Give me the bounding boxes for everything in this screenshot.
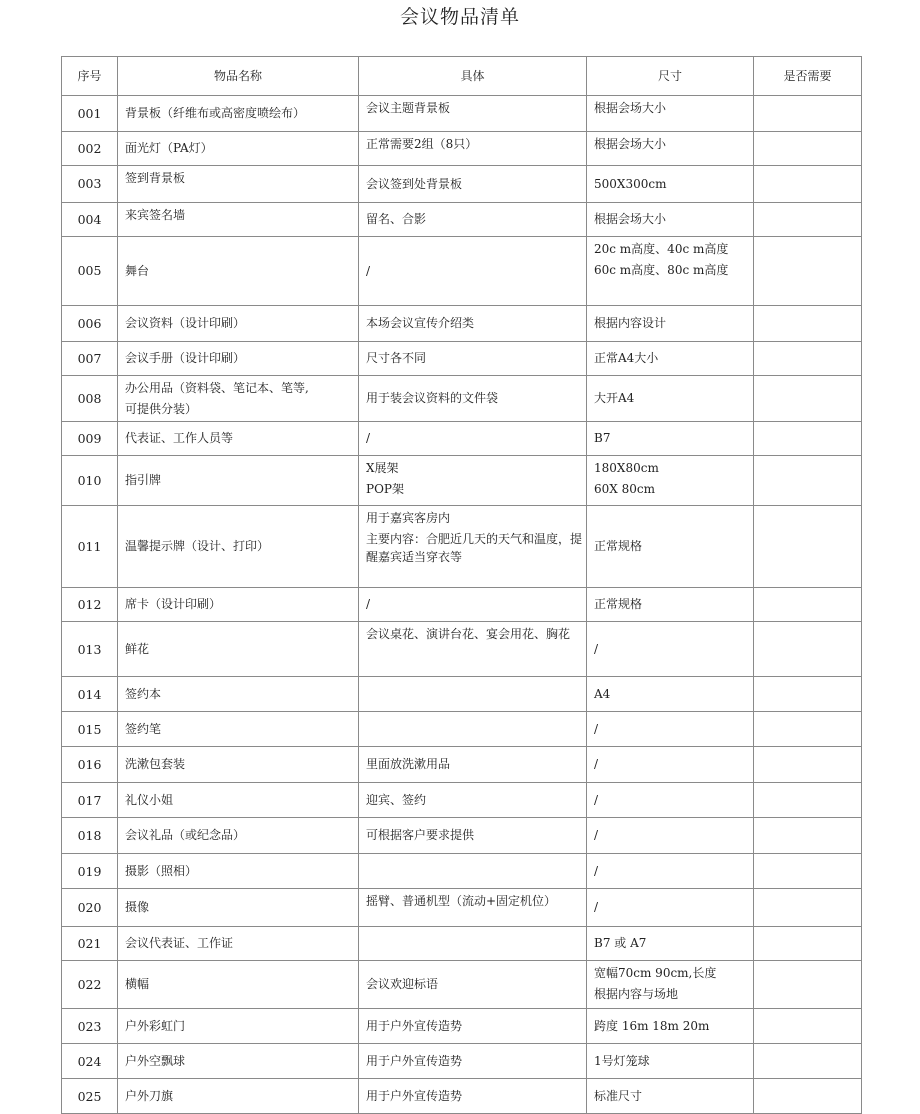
items-table <box>61 56 862 1114</box>
row-index: 021 <box>62 927 118 961</box>
item-size <box>587 961 754 1009</box>
item-size <box>587 818 754 854</box>
row-index: 008 <box>62 376 118 422</box>
item-detail-line: 正常需要2组（8只） <box>366 137 478 151</box>
item-needed-cell[interactable] <box>754 96 862 132</box>
row-index: 003 <box>62 166 118 203</box>
table-row <box>62 854 862 889</box>
item-name <box>118 342 359 376</box>
item-size-line: 根据内容与场地 <box>594 986 679 1001</box>
row-index: 002 <box>62 132 118 166</box>
table-row <box>62 342 862 376</box>
item-needed-cell[interactable] <box>754 712 862 747</box>
item-name-line: 可提供分装） <box>125 401 198 416</box>
item-size <box>587 306 754 342</box>
item-size-line: / <box>594 828 599 843</box>
row-index: 018 <box>62 818 118 854</box>
item-needed-cell[interactable] <box>754 1044 862 1079</box>
row-index: 001 <box>62 96 118 132</box>
item-detail-line: 摇臂、普通机型（流动+固定机位） <box>366 894 557 909</box>
item-size-line: / <box>594 721 599 736</box>
item-size <box>587 889 754 927</box>
item-detail-line: 迎宾、签约 <box>366 792 427 807</box>
item-detail <box>359 237 587 306</box>
item-size-line: B7 或 A7 <box>594 936 647 951</box>
item-detail <box>359 747 587 783</box>
item-size <box>587 927 754 961</box>
table-row <box>62 747 862 783</box>
row-index: 017 <box>62 783 118 818</box>
item-detail-line: 留名、合影 <box>366 212 427 227</box>
item-detail-line: 用于户外宣传造势 <box>366 1053 463 1068</box>
item-needed-cell[interactable] <box>754 342 862 376</box>
item-size <box>587 132 754 166</box>
item-detail-line: 会议欢迎标语 <box>366 977 439 992</box>
item-needed-cell[interactable] <box>754 203 862 237</box>
item-detail <box>359 422 587 456</box>
item-size <box>587 783 754 818</box>
item-name-line: 温馨提示牌（设计、打印） <box>125 539 270 554</box>
row-index: 023 <box>62 1009 118 1044</box>
header-needed: 是否需要 <box>754 57 862 96</box>
item-detail-line: / <box>366 263 371 278</box>
item-detail <box>359 1079 587 1114</box>
item-size <box>587 1009 754 1044</box>
item-needed-cell[interactable] <box>754 818 862 854</box>
row-index: 007 <box>62 342 118 376</box>
item-detail <box>359 132 587 166</box>
item-detail <box>359 456 587 506</box>
table-row <box>62 166 862 203</box>
row-index: 010 <box>62 456 118 506</box>
item-needed-cell[interactable] <box>754 456 862 506</box>
item-size-line: A4 <box>594 686 611 701</box>
table-row <box>62 237 862 306</box>
table-row <box>62 132 862 166</box>
item-name-line: 签约本 <box>125 686 162 701</box>
item-needed-cell[interactable] <box>754 677 862 712</box>
item-size-line: 根据会场大小 <box>594 137 667 151</box>
item-size <box>587 588 754 622</box>
item-detail-line: 用于嘉宾客房内 <box>366 511 451 526</box>
item-detail-line: 本场会议宣传介绍类 <box>366 316 475 331</box>
row-index: 022 <box>62 961 118 1009</box>
item-name-line: 背景板（纤维布或高密度喷绘布） <box>125 106 306 121</box>
item-name <box>118 588 359 622</box>
item-name-line: 摄像 <box>125 900 150 915</box>
item-name <box>118 854 359 889</box>
item-size-line: 正常A4大小 <box>594 351 659 366</box>
item-name-line: 指引牌 <box>125 473 162 488</box>
item-name-line: 礼仪小姐 <box>125 792 174 807</box>
item-size <box>587 376 754 422</box>
item-size-line: 1号灯笼球 <box>594 1053 650 1068</box>
item-detail <box>359 889 587 927</box>
item-needed-cell[interactable] <box>754 927 862 961</box>
item-size-line: 跨度 16m 18m 20m <box>594 1018 710 1033</box>
item-needed-cell[interactable] <box>754 783 862 818</box>
item-name-line: 舞台 <box>125 263 150 278</box>
item-size <box>587 712 754 747</box>
item-detail-line: 会议签到处背景板 <box>366 176 463 191</box>
header-detail: 具体 <box>359 57 587 96</box>
item-size-line: 60X 80cm <box>594 481 655 496</box>
item-name <box>118 376 359 422</box>
table-row <box>62 783 862 818</box>
row-index: 025 <box>62 1079 118 1114</box>
table-row <box>62 818 862 854</box>
row-index: 019 <box>62 854 118 889</box>
item-name <box>118 96 359 132</box>
item-name-line: 会议代表证、工作证 <box>125 936 234 951</box>
row-index: 015 <box>62 712 118 747</box>
item-size <box>587 1079 754 1114</box>
item-detail <box>359 306 587 342</box>
item-size-line: 500X300cm <box>594 176 667 191</box>
item-size <box>587 1044 754 1079</box>
item-size-line: / <box>594 900 599 915</box>
item-name-line: 户外刀旗 <box>125 1088 174 1103</box>
row-index: 014 <box>62 677 118 712</box>
table-row <box>62 588 862 622</box>
item-size-line: 60c m高度、80c m高度 <box>594 262 729 277</box>
item-name <box>118 1044 359 1079</box>
item-name <box>118 927 359 961</box>
item-needed-cell[interactable] <box>754 854 862 889</box>
table-row <box>62 1009 862 1044</box>
item-detail <box>359 588 587 622</box>
item-needed-cell[interactable] <box>754 237 862 306</box>
item-size-line: 根据会场大小 <box>594 101 667 115</box>
item-name <box>118 712 359 747</box>
item-name-line: 办公用品（资料袋、笔记本、笔等, <box>125 381 309 395</box>
row-index: 004 <box>62 203 118 237</box>
item-needed-cell[interactable] <box>754 422 862 456</box>
item-detail <box>359 342 587 376</box>
table-row <box>62 506 862 588</box>
table-row <box>62 456 862 506</box>
item-detail <box>359 203 587 237</box>
row-index: 013 <box>62 622 118 677</box>
item-detail <box>359 712 587 747</box>
item-needed-cell[interactable] <box>754 376 862 422</box>
item-size-line: / <box>594 757 599 772</box>
item-name <box>118 203 359 237</box>
table-row <box>62 203 862 237</box>
item-name <box>118 622 359 677</box>
item-needed-cell[interactable] <box>754 132 862 166</box>
item-detail-line: 用于装会议资料的文件袋 <box>366 391 499 406</box>
item-detail-line: 会议主题背景板 <box>366 101 451 115</box>
item-name-line: 会议礼品（或纪念品） <box>125 828 246 843</box>
item-name-line: 面光灯（PA灯） <box>125 141 213 156</box>
item-name <box>118 677 359 712</box>
item-name-line: 来宾签名墙 <box>125 208 186 222</box>
item-size-line: 180X80cm <box>594 461 659 476</box>
item-size <box>587 203 754 237</box>
item-name <box>118 783 359 818</box>
item-size-line: / <box>594 863 599 878</box>
row-index: 020 <box>62 889 118 927</box>
table-row <box>62 889 862 927</box>
table-row <box>62 927 862 961</box>
item-size-line: 宽幅70cm 90cm,长度 <box>594 966 717 981</box>
item-detail-line: / <box>366 431 371 446</box>
item-needed-cell[interactable] <box>754 1009 862 1044</box>
item-detail <box>359 622 587 677</box>
item-detail-line: 会议桌花、演讲台花、宴会用花、胸花 <box>366 627 571 642</box>
item-needed-cell[interactable] <box>754 889 862 927</box>
item-size <box>587 506 754 588</box>
item-needed-cell[interactable] <box>754 166 862 203</box>
table-header-row <box>62 57 862 96</box>
item-size <box>587 677 754 712</box>
row-index: 006 <box>62 306 118 342</box>
item-size <box>587 747 754 783</box>
item-name <box>118 747 359 783</box>
item-size <box>587 622 754 677</box>
table-row <box>62 1044 862 1079</box>
table-row <box>62 96 862 132</box>
row-index: 016 <box>62 747 118 783</box>
item-size <box>587 237 754 306</box>
item-detail-line: / <box>366 597 371 612</box>
item-detail <box>359 1009 587 1044</box>
item-size-line: 标准尺寸 <box>594 1088 643 1103</box>
table-row <box>62 677 862 712</box>
item-name-line: 代表证、工作人员等 <box>125 431 234 446</box>
item-size <box>587 342 754 376</box>
table-row <box>62 712 862 747</box>
header-size: 尺寸 <box>587 57 754 96</box>
item-name <box>118 237 359 306</box>
row-index: 011 <box>62 506 118 588</box>
item-needed-cell[interactable] <box>754 306 862 342</box>
item-detail-line: 主要内容：合肥近几天的天气和温度，提醒嘉宾适当穿衣等 <box>366 531 583 565</box>
item-detail <box>359 783 587 818</box>
item-name-line: 鲜花 <box>125 641 150 656</box>
item-detail-line: POP架 <box>366 481 404 496</box>
table-row <box>62 1079 862 1114</box>
item-size <box>587 166 754 203</box>
item-size-line: 20c m高度、40c m高度 <box>594 242 729 256</box>
item-size <box>587 854 754 889</box>
row-index: 005 <box>62 237 118 306</box>
item-needed-cell[interactable] <box>754 747 862 783</box>
item-name <box>118 306 359 342</box>
item-needed-cell[interactable] <box>754 1079 862 1114</box>
item-size-line: 大开A4 <box>594 391 635 406</box>
item-size <box>587 456 754 506</box>
item-size-line: 根据内容设计 <box>594 316 667 331</box>
table-row <box>62 961 862 1009</box>
table-row <box>62 306 862 342</box>
item-name <box>118 889 359 927</box>
item-name-line: 签约笔 <box>125 721 162 736</box>
item-size-line: 根据会场大小 <box>594 212 667 227</box>
row-index: 012 <box>62 588 118 622</box>
item-detail-line: X展架 <box>366 461 399 476</box>
item-detail <box>359 854 587 889</box>
item-detail <box>359 96 587 132</box>
item-detail-line: 用于户外宣传造势 <box>366 1018 463 1033</box>
item-detail <box>359 376 587 422</box>
item-detail-line: 可根据客户要求提供 <box>366 828 475 843</box>
item-name-line: 席卡（设计印刷） <box>125 597 222 612</box>
item-name <box>118 961 359 1009</box>
item-detail <box>359 1044 587 1079</box>
item-name <box>118 506 359 588</box>
row-index: 009 <box>62 422 118 456</box>
item-name <box>118 422 359 456</box>
table-row <box>62 622 862 677</box>
item-size <box>587 422 754 456</box>
item-needed-cell[interactable] <box>754 622 862 677</box>
header-index: 序号 <box>62 57 118 96</box>
table-row <box>62 422 862 456</box>
item-name <box>118 166 359 203</box>
item-detail-line: 尺寸各不同 <box>366 351 427 366</box>
item-name <box>118 132 359 166</box>
item-size-line: 正常规格 <box>594 597 643 612</box>
row-index: 024 <box>62 1044 118 1079</box>
item-needed-cell[interactable] <box>754 506 862 588</box>
page-title: 会议物品清单 <box>399 6 520 28</box>
item-needed-cell[interactable] <box>754 588 862 622</box>
item-detail-line: 用于户外宣传造势 <box>366 1088 463 1103</box>
header-item-name: 物品名称 <box>118 57 359 96</box>
item-size-line: / <box>594 792 599 807</box>
item-name-line: 会议资料（设计印刷） <box>125 316 246 331</box>
item-needed-cell[interactable] <box>754 961 862 1009</box>
item-size-line: / <box>594 641 599 656</box>
item-name <box>118 1009 359 1044</box>
item-name-line: 洗漱包套装 <box>125 757 186 772</box>
item-name-line: 户外空飘球 <box>125 1053 186 1068</box>
item-name-line: 会议手册（设计印刷） <box>125 351 246 366</box>
item-detail-line: 里面放洗漱用品 <box>366 757 451 772</box>
table-row <box>62 376 862 422</box>
item-detail <box>359 166 587 203</box>
item-name-line: 签到背景板 <box>125 171 186 185</box>
item-name <box>118 1079 359 1114</box>
item-detail <box>359 506 587 588</box>
item-name-line: 户外彩虹门 <box>125 1018 186 1033</box>
item-detail <box>359 677 587 712</box>
item-detail <box>359 818 587 854</box>
item-name-line: 摄影（照相） <box>125 863 198 878</box>
item-detail <box>359 927 587 961</box>
item-name-line: 横幅 <box>125 977 150 992</box>
item-size-line: B7 <box>594 431 611 446</box>
item-size <box>587 96 754 132</box>
item-name <box>118 818 359 854</box>
item-size-line: 正常规格 <box>594 539 643 554</box>
item-detail <box>359 961 587 1009</box>
item-name <box>118 456 359 506</box>
